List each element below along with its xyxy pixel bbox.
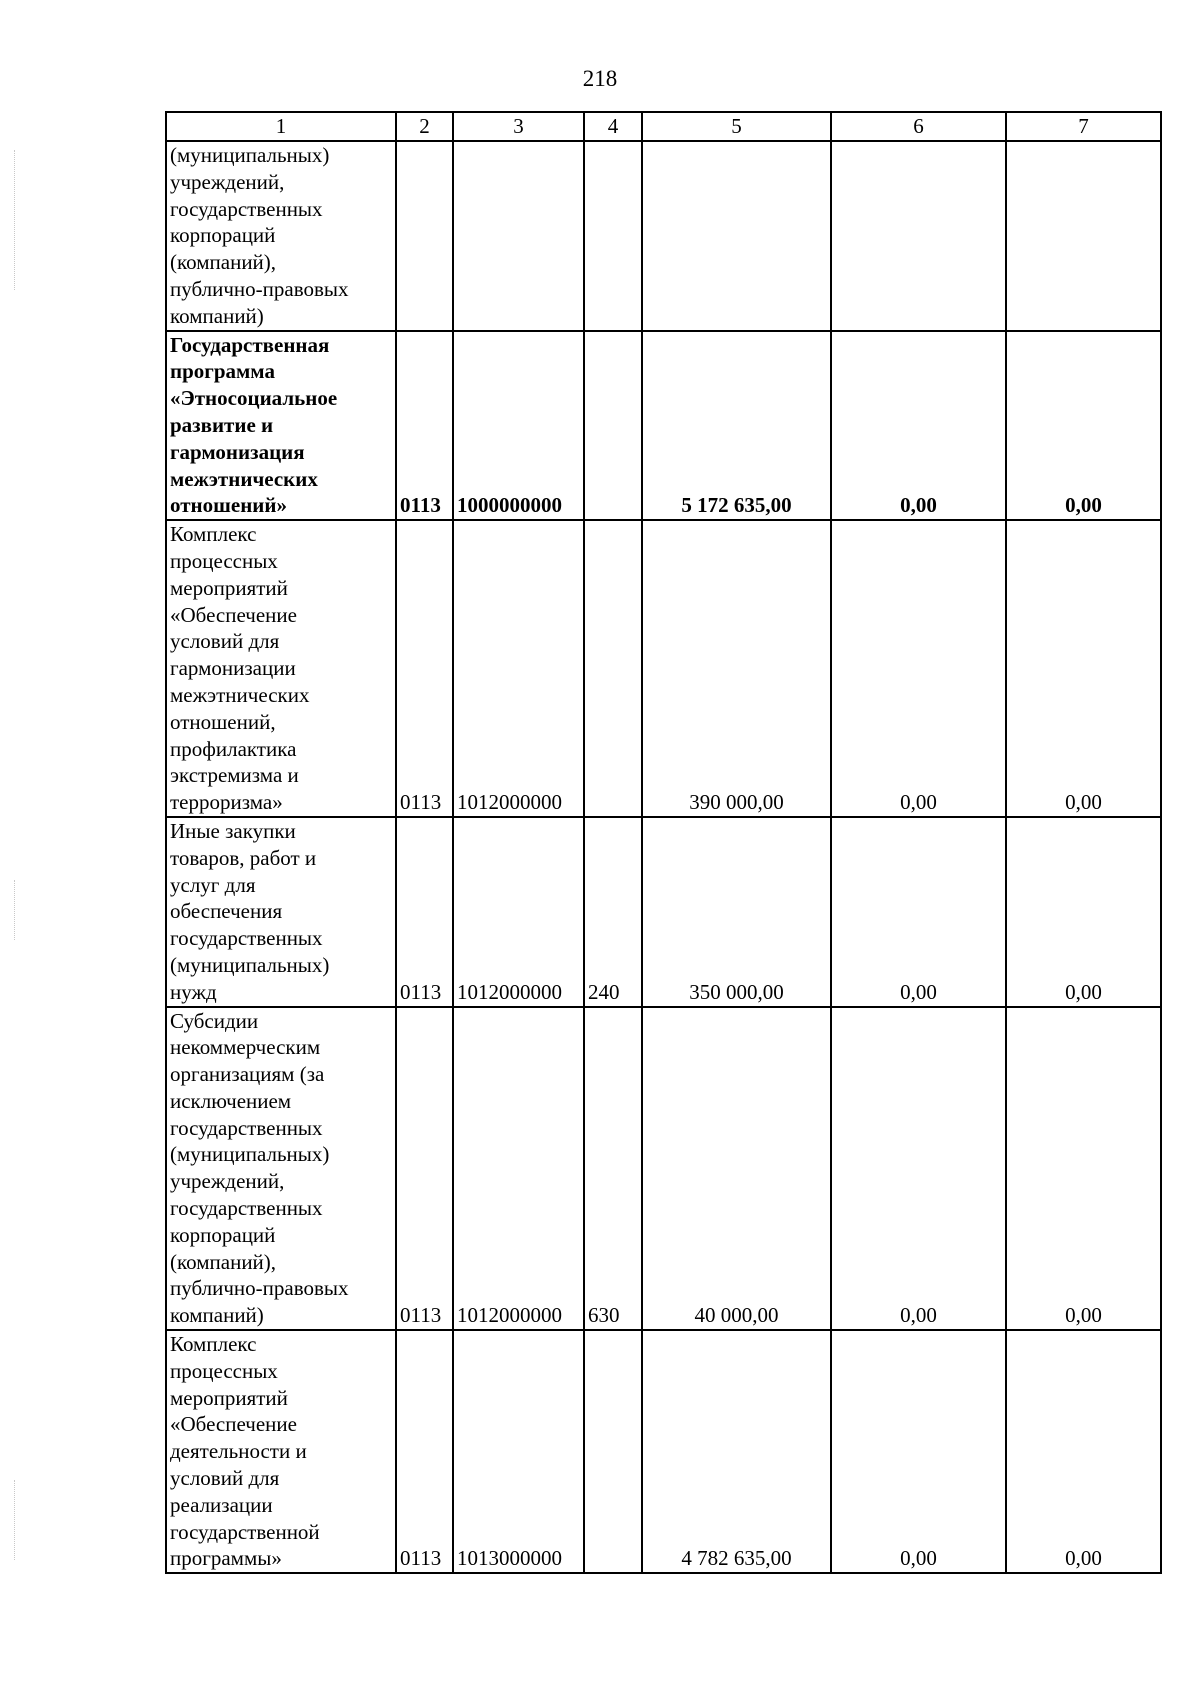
amount-year3-cell: 0,00 — [1006, 520, 1161, 817]
column-header: 5 — [642, 112, 831, 141]
section-code-cell: 0113 — [396, 1330, 453, 1573]
table-row — [166, 817, 1161, 1007]
table-row — [166, 1330, 1161, 1573]
amount-year1-cell: 4 782 635,00 — [642, 1330, 831, 1573]
column-number-row — [166, 112, 1161, 141]
amount-year3-cell — [1006, 141, 1161, 331]
scan-artifact — [14, 880, 21, 940]
row-name-cell: Комплекс процессных мероприятий «Обеспечение условий для гармонизации межэтнических отношений, профилактика экстремизма и терроризма» — [166, 520, 396, 817]
amount-year1-cell — [642, 141, 831, 331]
target-article-cell: 1013000000 — [453, 1330, 584, 1573]
expense-type-cell — [584, 1330, 642, 1573]
target-article-cell: 1000000000 — [453, 331, 584, 521]
column-header: 7 — [1006, 112, 1161, 141]
target-article-cell — [453, 141, 584, 331]
expense-type-cell — [584, 520, 642, 817]
expense-type-cell: 630 — [584, 1007, 642, 1331]
row-name-cell: Иные закупки товаров, работ и услуг для обеспечения государственных (муниципальных) нужд — [166, 817, 396, 1007]
row-name-cell: (муниципальных) учреждений, государственных корпораций (компаний), публично-правовых компаний) — [166, 141, 396, 331]
expense-type-cell: 240 — [584, 817, 642, 1007]
amount-year1-cell: 40 000,00 — [642, 1007, 831, 1331]
table-row — [166, 520, 1161, 817]
amount-year3-cell: 0,00 — [1006, 1007, 1161, 1331]
scan-artifact — [14, 150, 21, 290]
column-header: 6 — [831, 112, 1006, 141]
page-number: 218 — [582, 66, 618, 91]
row-name-cell: Государственная программа «Этносоциальное развитие и гармонизация межэтнических отношений» — [166, 331, 396, 521]
row-name-cell: Субсидии некоммерческим организациям (за исключением государственных (муниципальных) учреждений, государственных корпораций (компаний), публично-правовых компаний) — [166, 1007, 396, 1331]
amount-year1-cell: 350 000,00 — [642, 817, 831, 1007]
table-row — [166, 331, 1161, 521]
amount-year3-cell: 0,00 — [1006, 1330, 1161, 1573]
amount-year2-cell: 0,00 — [831, 1007, 1006, 1331]
amount-year2-cell: 0,00 — [831, 331, 1006, 521]
column-header: 3 — [453, 112, 584, 141]
section-code-cell: 0113 — [396, 1007, 453, 1331]
target-article-cell: 1012000000 — [453, 817, 584, 1007]
table-row — [166, 141, 1161, 331]
expense-type-cell — [584, 141, 642, 331]
section-code-cell: 0113 — [396, 331, 453, 521]
section-code-cell: 0113 — [396, 817, 453, 1007]
section-code-cell: 0113 — [396, 520, 453, 817]
target-article-cell: 1012000000 — [453, 1007, 584, 1331]
column-header: 2 — [396, 112, 453, 141]
expense-type-cell — [584, 331, 642, 521]
table-body — [166, 141, 1161, 1573]
row-name-cell: Комплекс процессных мероприятий «Обеспечение деятельности и условий для реализации государственной программы» — [166, 1330, 396, 1573]
target-article-cell: 1012000000 — [453, 520, 584, 817]
amount-year1-cell: 390 000,00 — [642, 520, 831, 817]
scan-artifact — [14, 1480, 21, 1560]
column-header: 1 — [166, 112, 396, 141]
amount-year2-cell: 0,00 — [831, 817, 1006, 1007]
table-row — [166, 1007, 1161, 1331]
column-header: 4 — [584, 112, 642, 141]
amount-year2-cell: 0,00 — [831, 1330, 1006, 1573]
amount-year2-cell — [831, 141, 1006, 331]
amount-year3-cell: 0,00 — [1006, 331, 1161, 521]
budget-table — [165, 111, 1162, 1574]
amount-year3-cell: 0,00 — [1006, 817, 1161, 1007]
amount-year2-cell: 0,00 — [831, 520, 1006, 817]
amount-year1-cell: 5 172 635,00 — [642, 331, 831, 521]
section-code-cell — [396, 141, 453, 331]
